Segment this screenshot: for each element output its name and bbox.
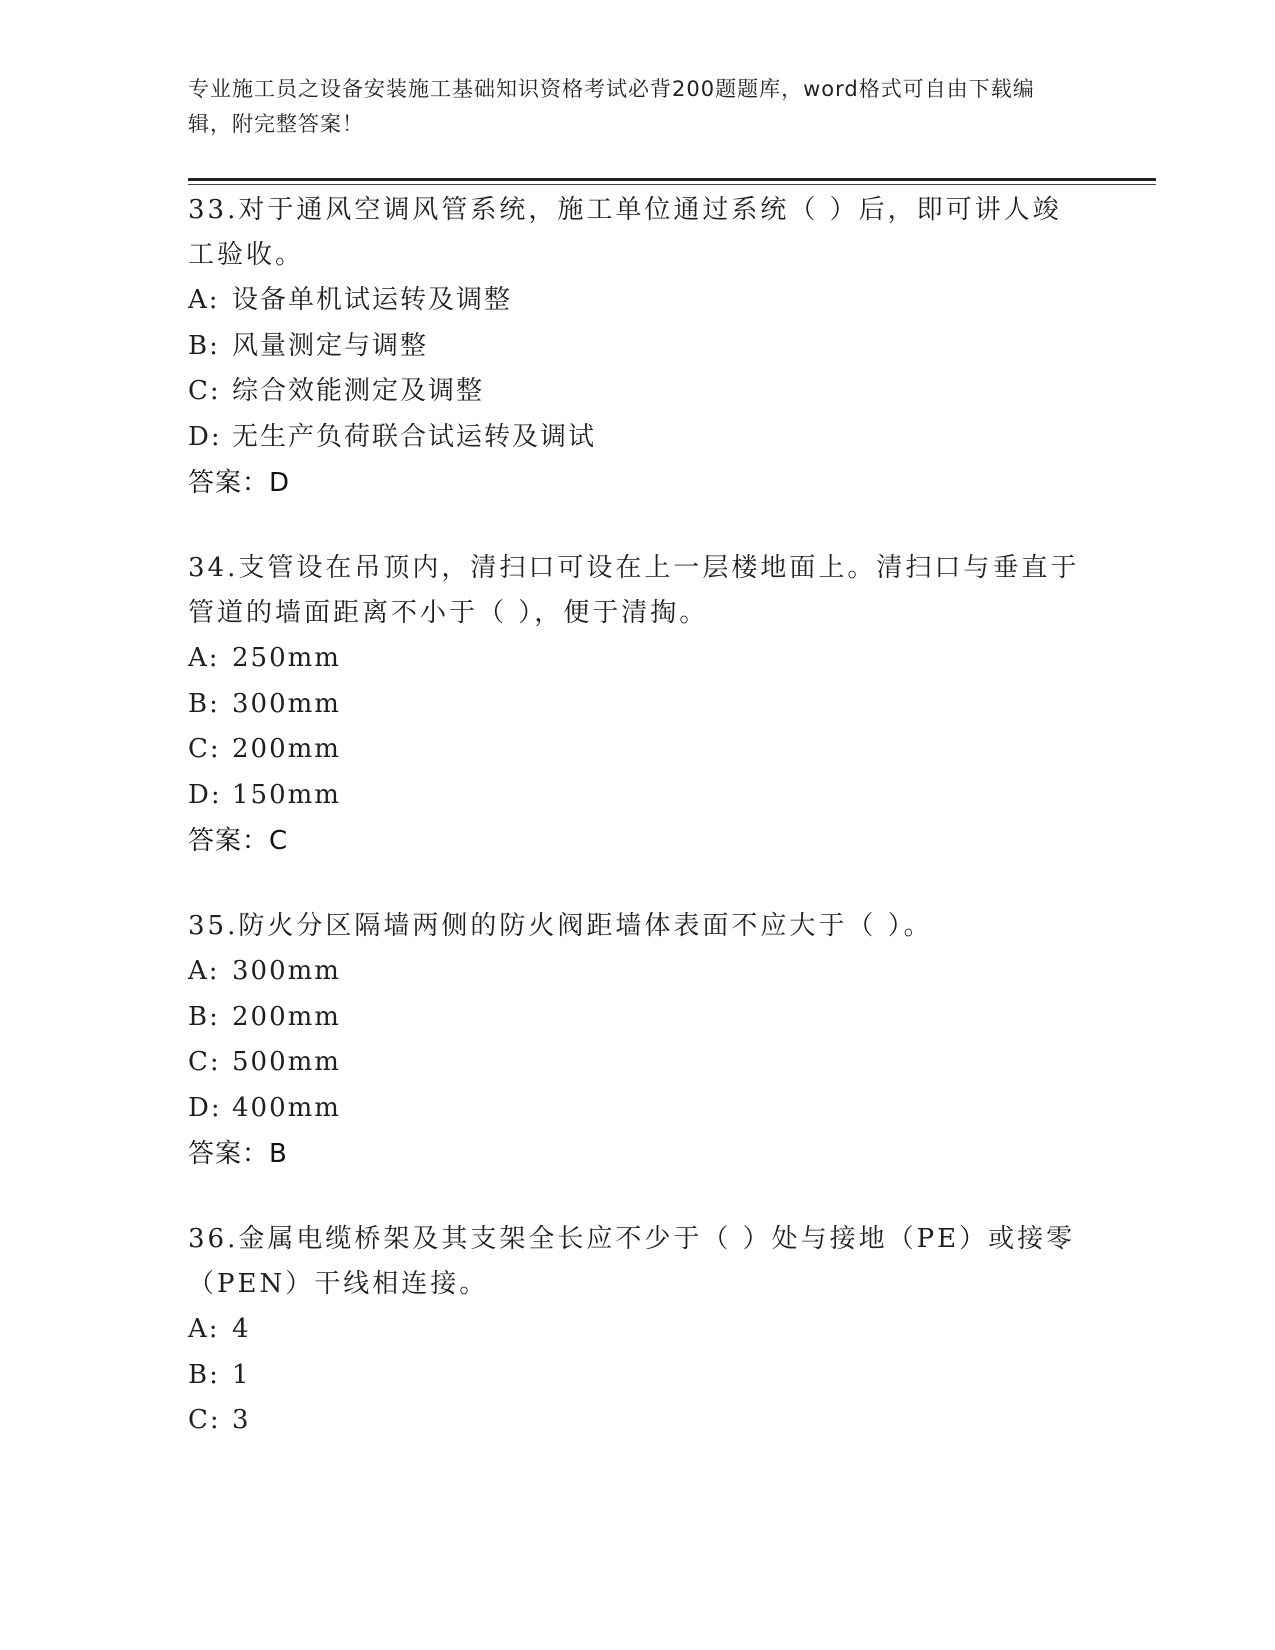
question-list: [188, 188, 1088, 1484]
document-header: 专业施工员之设备安装施工基础知识资格考试必背200题题库，word格式可自由下载编辑，附完整答案！: [188, 77, 1035, 136]
option-text: 设备单机试运转及调整: [232, 285, 513, 315]
option-b: [188, 682, 1088, 728]
answer-line: 答案：C: [188, 826, 289, 856]
option-text: 1: [232, 1359, 251, 1390]
option-text: 风量测定与调整: [232, 330, 429, 361]
answer-line: 答案：B: [188, 1139, 288, 1169]
option-d: [188, 415, 1088, 461]
option-letter: D:: [188, 1092, 222, 1123]
option-letter: A:: [188, 1314, 220, 1344]
option-letter: C:: [188, 1405, 221, 1435]
option-letter: B:: [188, 1359, 220, 1390]
question-text: 35.防火分区隔墙两侧的防火阀距墙体表面不应大于（ ）。: [188, 911, 933, 941]
option-c: [188, 727, 1088, 773]
option-text: 150mm: [232, 779, 341, 810]
question-text: 34.支管设在吊顶内，清扫口可设在上一层楼地面上。清扫口与垂直于管道的墙面距离不小于（ ），便于清掏。: [188, 553, 1080, 628]
option-letter: A:: [188, 285, 220, 315]
option-letter: D:: [188, 421, 222, 452]
option-c: [188, 1398, 1088, 1444]
question-36: [188, 1217, 1088, 1444]
option-a: [188, 1307, 1088, 1353]
option-letter: B:: [188, 330, 220, 361]
option-a: [188, 949, 1088, 995]
option-text: 4: [232, 1314, 251, 1344]
option-text: 200mm: [232, 1001, 341, 1032]
option-d: [188, 773, 1088, 819]
option-text: 250mm: [232, 643, 341, 673]
option-text: 300mm: [232, 688, 341, 719]
question-34: [188, 546, 1088, 864]
option-letter: A:: [188, 643, 220, 673]
option-a: [188, 278, 1088, 324]
option-b: [188, 1353, 1088, 1399]
option-text: 300mm: [232, 956, 341, 986]
option-text: 3: [232, 1405, 251, 1435]
question-35: [188, 904, 1088, 1177]
option-b: [188, 995, 1088, 1041]
option-letter: C:: [188, 734, 221, 764]
option-a: [188, 636, 1088, 682]
option-letter: B:: [188, 688, 220, 719]
option-text: 500mm: [232, 1047, 341, 1077]
option-letter: C:: [188, 376, 221, 406]
option-text: 400mm: [232, 1092, 341, 1123]
option-d: [188, 1086, 1088, 1132]
question-text: 36.金属电缆桥架及其支架全长应不少于（ ）处与接地（PE）或接零（PEN）干线相连接。: [188, 1224, 1076, 1299]
option-letter: A:: [188, 956, 220, 986]
option-text: 综合效能测定及调整: [232, 376, 485, 406]
option-b: [188, 324, 1088, 370]
option-c: [188, 369, 1088, 415]
header-divider-thick: [188, 178, 1156, 181]
option-text: 无生产负荷联合试运转及调试: [232, 421, 597, 452]
option-letter: D:: [188, 779, 222, 810]
question-text: 33.对于通风空调风管系统，施工单位通过系统（ ）后，即可讲人竣工验收。: [188, 195, 1062, 270]
option-text: 200mm: [232, 734, 341, 764]
answer-line: 答案：D: [188, 468, 291, 498]
option-letter: B:: [188, 1001, 220, 1032]
question-33: [188, 188, 1088, 506]
option-letter: C:: [188, 1047, 221, 1077]
header-divider-thin: [188, 184, 1156, 185]
option-c: [188, 1040, 1088, 1086]
